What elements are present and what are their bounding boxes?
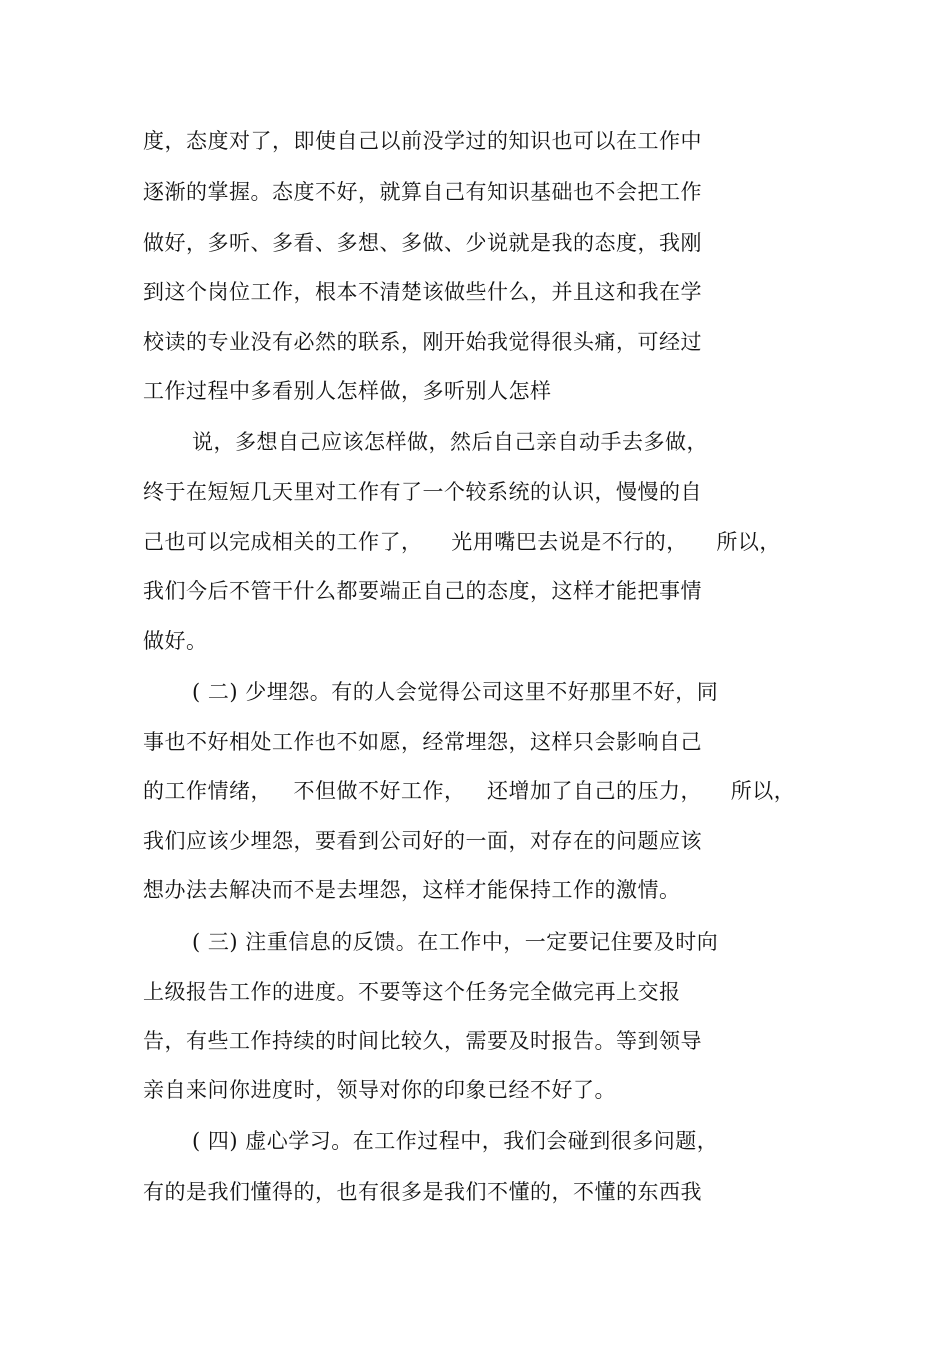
text-line: 己也可以完成相关的工作了， 光用嘴巴去说是不行的， 所以， (143, 530, 781, 554)
text-line: 逐渐的掌握。态度不好，就算自己有知识基础也不会把工作 (143, 180, 702, 204)
text-line: 做好，多听、多看、多想、多做、少说就是我的态度，我刚 (143, 231, 702, 255)
text-line: 事也不好相处工作也不如愿，经常埋怨，这样只会影响自己 (143, 730, 702, 754)
text-line: 我们今后不管干什么都要端正自己的态度，这样才能把事情 (143, 579, 702, 603)
paragraph-first-line: ( 四) 虚心学习。在工作过程中，我们会碰到很多问题， (192, 1129, 719, 1153)
text-line: 告，有些工作持续的时间比较久，需要及时报告。等到领导 (143, 1029, 702, 1053)
text-line: 想办法去解决而不是去埋怨，这样才能保持工作的激情。 (143, 878, 681, 902)
text-line: 校读的专业没有必然的联系，刚开始我觉得很头痛，可经过 (143, 330, 702, 354)
paragraph-first-line: ( 三) 注重信息的反馈。在工作中，一定要记住要及时向 (192, 930, 719, 954)
text-line: 我们应该少埋怨，要看到公司好的一面，对存在的问题应该 (143, 829, 702, 853)
text-line: 工作过程中多看别人怎样做，多听别人怎样 (143, 379, 552, 403)
text-line: 的工作情绪， 不但做不好工作， 还增加了自己的压力， 所以， (143, 779, 796, 803)
text-line: 度，态度对了，即使自己以前没学过的知识也可以在工作中 (143, 129, 702, 153)
text-line: 上级报告工作的进度。不要等这个任务完全做完再上交报 (143, 980, 681, 1004)
text-line: 终于在短短几天里对工作有了一个较系统的认识，慢慢的自 (143, 480, 702, 504)
text-line: 到这个岗位工作，根本不清楚该做些什么，并且这和我在学 (143, 280, 702, 304)
text-line: 有的是我们懂得的，也有很多是我们不懂的，不懂的东西我 (143, 1180, 702, 1204)
text-line: 亲自来问你进度时，领导对你的印象已经不好了。 (143, 1078, 616, 1102)
paragraph-first-line: ( 二) 少埋怨。有的人会觉得公司这里不好那里不好，同 (192, 680, 719, 704)
text-line: 做好。 (143, 629, 208, 653)
paragraph-first-line: 说，多想自己应该怎样做，然后自己亲自动手去多做， (192, 430, 708, 454)
